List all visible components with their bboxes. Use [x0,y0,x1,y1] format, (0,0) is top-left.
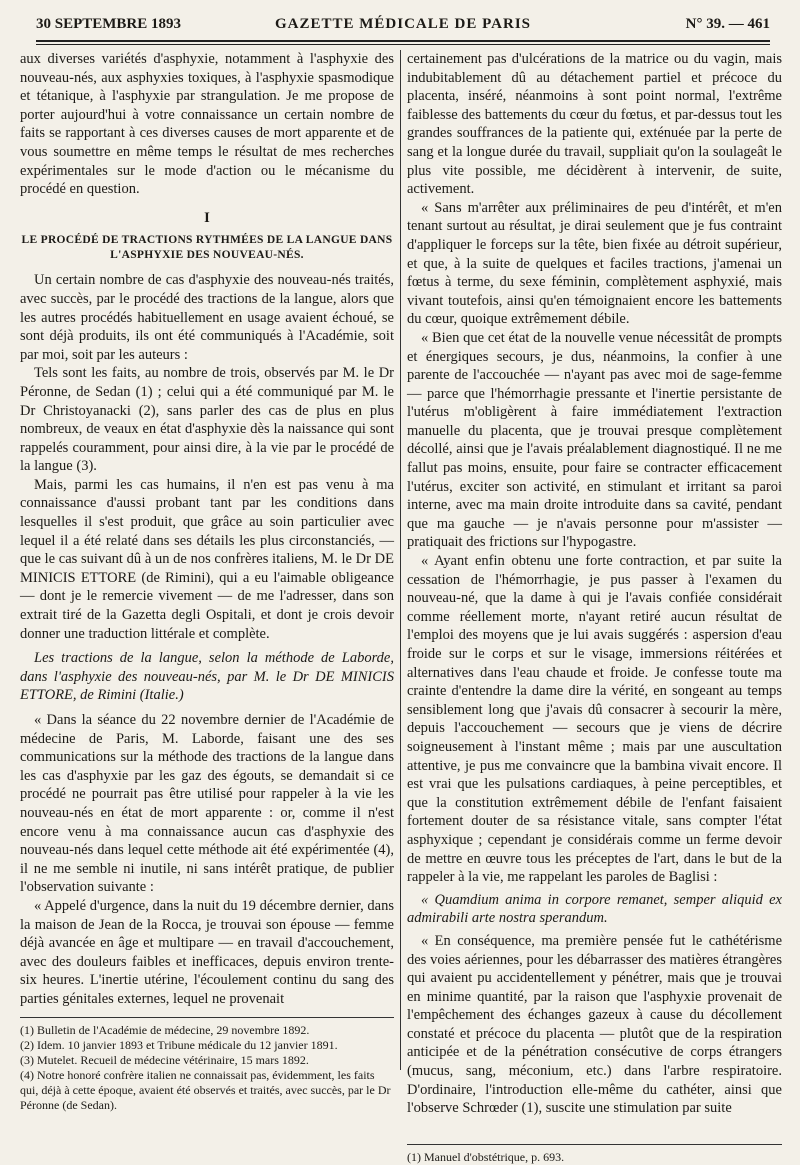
header-rule [36,40,770,42]
column-divider [400,50,401,1070]
body-paragraph: « Ayant enfin obtenu une forte contraction, et par suite la cessation de l'hémorrhagie, je pus passer à l'examen du nouveau-né, que la dame à qui je l'avais confiée considérait comme réellement morte, n'ayant retiré aucun résultat de l'emploi des moyens que je lui avais suggérés : aspersion d'eau froide sur le corps et sur le visage, immersions réitérées et alternatives dans l'eau chaude et froide. Je confesse toute ma crainte d'entendre la dame dire la vérité, en songeant au temps sensiblement long que j'avais dû consacrer à secourir la mère, depuis l'accouchement — secours que je viens de décrire soigneusement à l'instant même ; mais par une auscultation attentive, je pus me convaincre que la bambina vivait encore. Il est vrai que les pulsations cardiaques, à peine perceptibles, et que la constitution extrêmement débile de l'enfant faisaient fortement douter de sa résistance vitale, sans compter l'état asphyxique ; cependant je considérais comme un ferme devoir de mettre en œuvre tous les préceptes de l'art, dans le but de la rappeler à la vie, me rappelant les paroles de Baglisi : [407,553,782,886]
footnote: (1) Bulletin de l'Académie de médecine, 29 novembre 1892. [20,1022,310,1037]
body-paragraph: « Dans la séance du 22 novembre dernier de l'Académie de médecine de Paris, M. Laborde, faisant une des ses communications sur la méthode des tractions de la langue dans les cas d'asphyxie par les gaz des égouts, se demandait si ce procédé ne pourrait pas être utilisé pour rappeler à la vie les nouveau-nés en état de mort apparente : or, comme il n'est encore venu à ma connaissance aucun cas d'asphyxie des nouveau-nés dans lequel cette méthode ait été expérimentée (4), il ne me semble ni inutile, ni sans intérêt pratique, de publier l'observation suivante : [20,712,394,896]
footnote-rule [407,1144,782,1145]
right-column [407,50,782,1164]
journal-title: GAZETTE MÉDICALE DE PARIS [274,16,531,32]
left-column [20,50,394,1112]
body-paragraph: Tels sont les faits, au nombre de trois, observés par M. le Dr Péronne, de Sedan (1) ; celui qui a été communiqué par M. le Dr Christoyanacki (2), sans parler des cas de plus en plus nombreux, de veaux en état d'asphyxie dès la naissance qui sont rappelés couramment, pour ainsi dire, à la vie par le procédé de la langue (3). [20,365,394,475]
footnote-rule [20,1017,394,1018]
header-date: 30 SEPTEMBRE 1893 [36,16,182,32]
footnote: (3) Mutelet. Recueil de médecine vétérinaire, 15 mars 1892. [20,1052,309,1067]
body-paragraph: « Bien que cet état de la nouvelle venue nécessitât de prompts et énergiques secours, je dus, néanmoins, la confier à une parente de l'accouchée — n'ayant pas avec moi de sage-femme — parce que l'hémorrhagie pressante et l'inertie persistante de l'utérus m'obligèrent à faire immédiatement l'extraction manuelle du placenta, que je trouvai presque complètement décollé, ainsi que je l'avais préalablement diagnostiqué. Il ne me fallut pas moins, ensuite, pour faire se contracter efficacement l'utérus, exciter son activité, en stimulant et irritant sa paroi interne, avec ma main droite introduite dans sa cavité, pendant que ma gauche — je n'avais personne pour m'assister — pratiquait des frictions sur l'hypogastre. [407,329,782,551]
body-paragraph: « En conséquence, ma première pensée fut le cathétérisme des voies aériennes, pour les débarrasser des matières étrangères qui avaient pu accidentellement y pénétrer, mais que je trouvai en minime quantité, par la raison que l'asphyxie provenait de l'empêchement des échanges gazeux à cause du décollement constaté et précoce du placenta — plutôt que de la respiration anticipée et de la pénétration consécutive de corps étrangers (mucus, sang, méconium, etc.) dans l'arbre respiratoire. D'ordinaire, l'introduction elle-même du cathéter, ainsi que l'observe Schrœder (1), suscite une stimulation par suite [407,932,782,1117]
header-rule-thin [36,44,770,45]
section-number: I [204,209,210,226]
body-paragraph: Mais, parmi les cas humains, il n'en est pas venu à ma connaissance d'aussi probant tant par les conditions dans lesquelles il s'est produit, que grâce au soin particulier avec lequel il a été relaté dans ses détails les plus circonstanciés, — que le cas suivant dû à un de nos confrères italiens, M. le Dr DE MINICIS ETTORE (de Rimini), qui a eu l'aimable obligeance — dont je le remercie vivement — de me l'adresser, dans son extrait tiré de la Gazetta degli Ospitali, et dont je crois devoir donner une traduction littérale et complète. [20,476,394,642]
page-header [36,14,770,40]
intro-paragraph: aux diverses variétés d'asphyxie, notamment à l'asphyxie des nouveau-nés, aux asphyxies toxiques, à l'asphyxie spasmodique et tétanique, à l'asphyxie par strangulation. Je me propose de porter aujourd'hui à votre connaissance un certain nombre de faits se rapportant à ces diverses causes de mort apparente et de vous soumettre en même temps le résultat de mes recherches expérimentales sur le mode d'action ou le mécanisme du procédé en question. [20,51,394,198]
footnote: (1) Manuel d'obstétrique, p. 693. [407,1149,565,1164]
footnote: (2) Idem. 10 janvier 1893 et Tribune médicale du 12 janvier 1891. [20,1037,338,1052]
article-subtitle: Les tractions de la langue, selon la méthode de Laborde, dans l'asphyxie des nouveau-nés, par M. le Dr DE MINICIS ETTORE, de Rimini (Italie.) [20,650,394,704]
footnote: (4) Notre honoré confrère italien ne connaissait pas, évidemment, les faits qui, déjà à cette époque, avaient été observés et traités, avec succès, par le Dr Péronne (de Sedan). [20,1067,391,1112]
page-number: N° 39. — 461 [685,16,770,32]
latin-quote: « Quamdium anima in corpore remanet, semper aliquid ex admirabili arte nostra sperandum. [407,891,782,927]
body-paragraph: « Appelé d'urgence, dans la nuit du 19 décembre dernier, dans la maison de Jean de la Rocca, je trouvai son épouse — femme déjà avancée en âge et multipare — en travail d'accouchement, avec des douleurs faibles et inefficaces, depuis environ trente-six heures. L'inertie utérine, l'écoulement continu du sang des parties génitales externes, lequel ne provenait [20,897,394,1007]
body-paragraph: Un certain nombre de cas d'asphyxie des nouveau-nés traités, avec succès, par le procédé des tractions de la langue, alors que les autres procédés habituellement en usage avaient échoué, se sont déjà produits, ils ont été communiqués à l'Académie, soit par moi, soit par les auteurs : [20,272,394,363]
body-paragraph: « Sans m'arrêter aux préliminaires de peu d'intérêt, et m'en tenant surtout au résultat, je dirai seulement que je fus contraint d'appliquer le forceps sur la tête, bien fixée au détroit supérieur, et que, à la suite de quelques et faciles tractions, j'amenai un fœtus à terme, du sexe féminin, complètement asphyxié, mais vivant toutefois, ainsi qu'en témoignaient encore les battements du cœur, quoique extrêmement débile. [407,199,782,328]
body-paragraph: certainement pas d'ulcérations de la matrice ou du vagin, mais indubitablement dû au détachement partiel et précoce du placenta, inséré, néanmoins à sont point normal, l'extrême faiblesse des battements du cœur du fœtus, et par-dessus tout les grandes souffrances de la patiente qui, exténuée par la perte de sang et la longue durée du travail, suppliait qu'on la soulageât le plus vite possible, me décidèrent à intervenir, de suite, activement. [407,51,782,198]
section-title: LE PROCÉDÉ DE TRACTIONS RYTHMÉES DE LA LANGUE DANS L'ASPHYXIE DES NOUVEAU-NÉS. [21,234,393,262]
